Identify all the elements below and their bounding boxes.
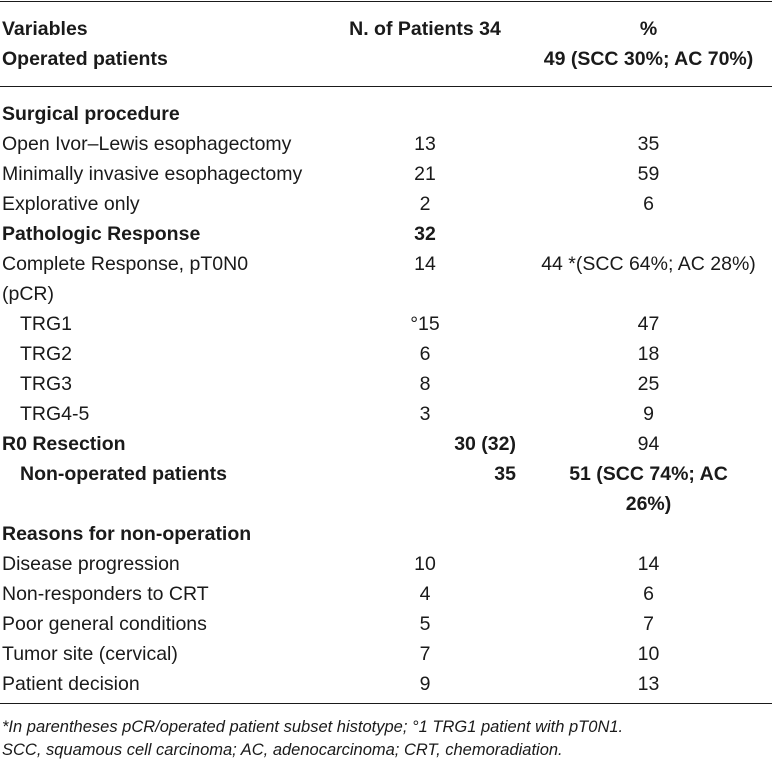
r0-pct: 94 <box>637 433 660 455</box>
row-pct: 25 <box>637 373 660 395</box>
complete-response-n: 14 <box>414 253 436 275</box>
row-n: 2 <box>419 193 431 215</box>
table-row <box>0 579 772 609</box>
row-n: 21 <box>414 163 436 185</box>
row-label: TRG1 <box>20 313 73 335</box>
row-n: °15 <box>410 313 440 335</box>
operated-label: Operated patients <box>2 48 168 70</box>
table-row <box>0 669 772 699</box>
table-row <box>0 369 772 399</box>
non-operated-row-cont <box>0 489 772 519</box>
row-pct: 47 <box>637 313 660 335</box>
operated-row <box>0 44 772 74</box>
row-n: 10 <box>414 553 436 575</box>
r0-label: R0 Resection <box>2 433 126 455</box>
bottom-rule <box>0 703 772 704</box>
row-n: 9 <box>419 673 431 695</box>
table-row <box>0 549 772 579</box>
surgical-heading: Surgical procedure <box>2 103 180 125</box>
row-pct: 7 <box>643 613 654 635</box>
table-row <box>0 249 772 279</box>
table-row <box>0 129 772 159</box>
header-n-patients: N. of Patients 34 <box>349 18 501 40</box>
row-label: Patient decision <box>2 673 140 695</box>
row-n: 13 <box>414 133 436 155</box>
pathologic-heading-row <box>0 219 772 249</box>
complete-response-pct: 44 *(SCC 64%; AC 28%) <box>541 253 756 275</box>
row-label: TRG4-5 <box>20 403 90 425</box>
row-pct: 10 <box>637 643 660 665</box>
top-rule <box>0 1 772 2</box>
row-label: Non-responders to CRT <box>2 583 209 605</box>
row-n: 7 <box>419 643 431 665</box>
row-label: Disease progression <box>2 553 180 575</box>
row-n: 3 <box>419 403 431 425</box>
surgical-heading-row <box>0 99 772 129</box>
non-operated-label: Non-operated patients <box>20 463 227 485</box>
pathologic-heading: Pathologic Response <box>2 223 201 245</box>
reasons-heading-row <box>0 519 772 549</box>
non-operated-pct-cont: 26%) <box>625 493 672 515</box>
reasons-heading: Reasons for non-operation <box>2 523 252 545</box>
row-pct: 59 <box>637 163 660 185</box>
row-pct: 35 <box>637 133 660 155</box>
non-operated-n: 35 <box>494 463 516 485</box>
complete-response-label-cont: (pCR) <box>2 283 54 305</box>
row-pct: 13 <box>637 673 660 695</box>
header-variables: Variables <box>2 18 88 40</box>
header-percent: % <box>639 18 658 40</box>
table-row-continuation <box>0 279 772 309</box>
table-row <box>0 339 772 369</box>
row-pct: 18 <box>637 343 660 365</box>
footnote-line-1: *In parentheses pCR/operated patient subset histotype; °1 TRG1 patient with pT0N1. <box>2 718 624 736</box>
table-footnote <box>2 716 770 762</box>
table-row <box>0 309 772 339</box>
header-row <box>0 14 772 44</box>
footnote-line-2: SCC, squamous cell carcinoma; AC, adenocarcinoma; CRT, chemoradiation. <box>2 741 563 759</box>
table-row <box>0 399 772 429</box>
row-pct: 14 <box>637 553 660 575</box>
row-label: Poor general conditions <box>2 613 207 635</box>
row-label: Minimally invasive esophagectomy <box>2 163 303 185</box>
row-label: Explorative only <box>2 193 140 215</box>
row-n: 8 <box>419 373 431 395</box>
row-n: 6 <box>419 343 431 365</box>
row-label: Tumor site (cervical) <box>2 643 178 665</box>
r0-row <box>0 429 772 459</box>
row-pct: 6 <box>643 193 654 215</box>
row-pct: 9 <box>643 403 654 425</box>
row-n: 5 <box>419 613 431 635</box>
row-n: 4 <box>419 583 431 605</box>
table-row <box>0 159 772 189</box>
pathologic-n: 32 <box>414 223 436 245</box>
non-operated-row <box>0 459 772 489</box>
non-operated-pct: 51 (SCC 74%; AC <box>569 463 728 485</box>
row-label: TRG3 <box>20 373 73 395</box>
row-label: Open Ivor–Lewis esophagectomy <box>2 133 292 155</box>
operated-pct: 49 (SCC 30%; AC 70%) <box>543 48 754 70</box>
row-label: TRG2 <box>20 343 73 365</box>
complete-response-label: Complete Response, pT0N0 <box>2 253 249 275</box>
table-row <box>0 639 772 669</box>
table-row <box>0 189 772 219</box>
row-pct: 6 <box>643 583 654 605</box>
header-rule <box>0 86 772 87</box>
r0-n: 30 (32) <box>454 433 516 455</box>
table-row <box>0 609 772 639</box>
